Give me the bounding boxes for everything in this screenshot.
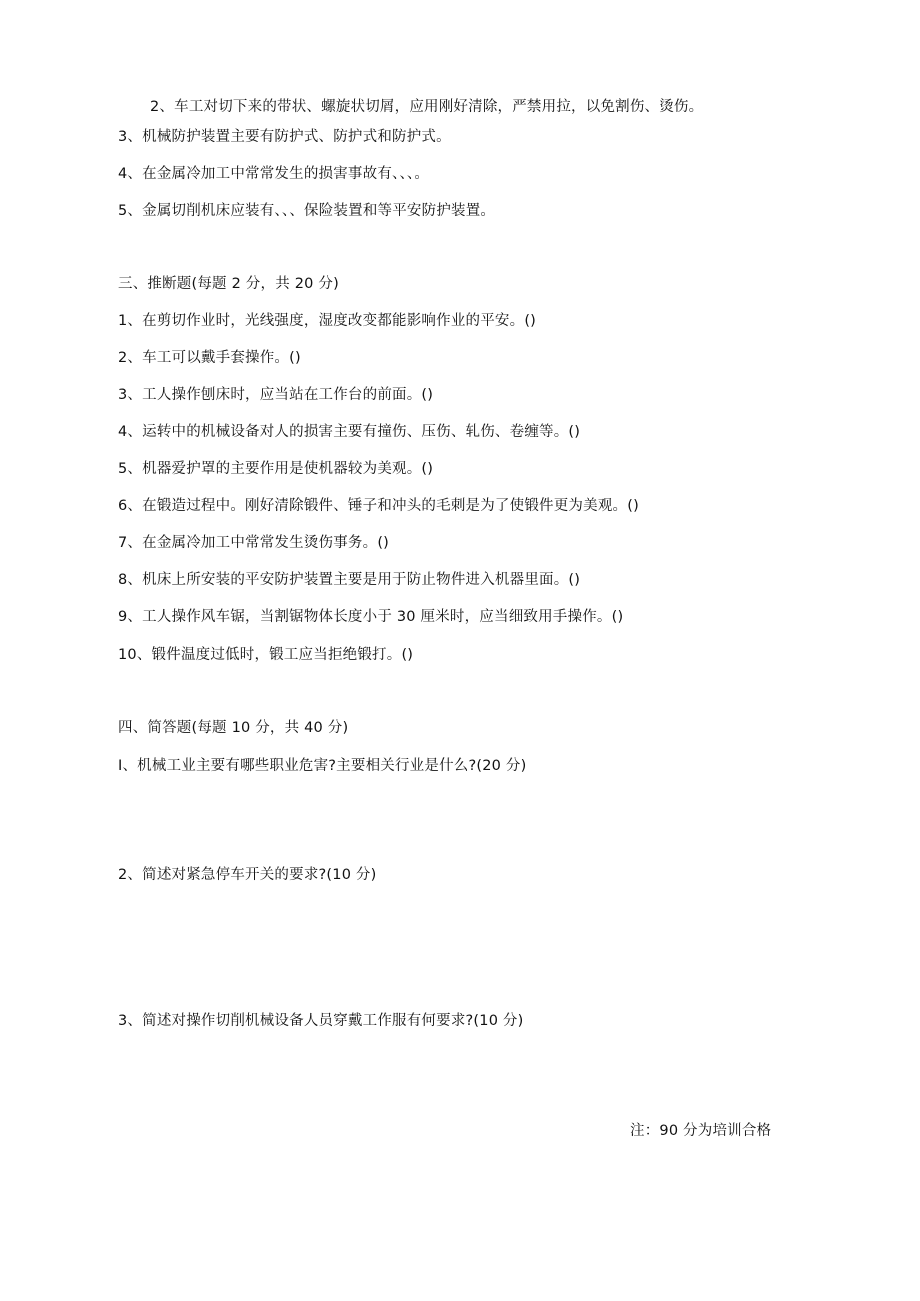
short-answer-item-2: 2、简述对紧急停车开关的要求?(10 分) xyxy=(118,867,377,883)
judgment-item-1: 1、在剪切作业时，光线强度，湿度改变都能影响作业的平安。() xyxy=(118,313,537,329)
short-answer-item-3: 3、简述对操作切削机械设备人员穿戴工作服有何要求?(10 分) xyxy=(118,1013,524,1029)
fill-item-2: 2、车工对切下来的带状、螺旋状切屑，应用刚好清除，严禁用拉，以免割伤、烫伤。 xyxy=(150,99,704,115)
judgment-item-6: 6、在锻造过程中。刚好清除锻件、锤子和冲头的毛刺是为了使锻件更为美观。() xyxy=(118,498,639,514)
fill-item-3: 3、机械防护装置主要有防护式、防护式和防护式。 xyxy=(118,129,451,145)
judgment-item-4: 4、运转中的机械设备对人的损害主要有撞伤、压伤、轧伤、卷缠等。() xyxy=(118,424,581,440)
fill-item-5: 5、金属切削机床应装有、、、保险装置和等平安防护装置。 xyxy=(118,203,496,219)
judgment-item-3: 3、工人操作刨床时，应当站在工作台的前面。() xyxy=(118,387,434,403)
judgment-item-8: 8、机床上所安装的平安防护装置主要是用于防止物件进入机器里面。() xyxy=(118,572,581,588)
short-answer-item-1: I、机械工业主要有哪些职业危害?主要相关行业是什么?(20 分) xyxy=(118,758,527,774)
judgment-item-10: 10、锻件温度过低时，锻工应当拒绝锻打。() xyxy=(118,647,414,663)
judgment-item-9: 9、工人操作风车锯，当割锯物体长度小于 30 厘米时，应当细致用手操作。() xyxy=(118,609,624,625)
short-answer-section-heading: 四、简答题(每题 10 分，共 40 分) xyxy=(118,720,349,736)
judgment-item-2: 2、车工可以戴手套操作。() xyxy=(118,350,301,366)
fill-item-4: 4、在金属冷加工中常常发生的损害事故有、、、。 xyxy=(118,166,430,182)
footer-note: 注：90 分为培训合格 xyxy=(630,1123,772,1139)
judgment-item-7: 7、在金属冷加工中常常发生烫伤事务。() xyxy=(118,535,390,551)
judgment-section-heading: 三、推断题(每题 2 分，共 20 分) xyxy=(118,276,339,292)
judgment-item-5: 5、机器爱护罩的主要作用是使机器较为美观。() xyxy=(118,461,434,477)
